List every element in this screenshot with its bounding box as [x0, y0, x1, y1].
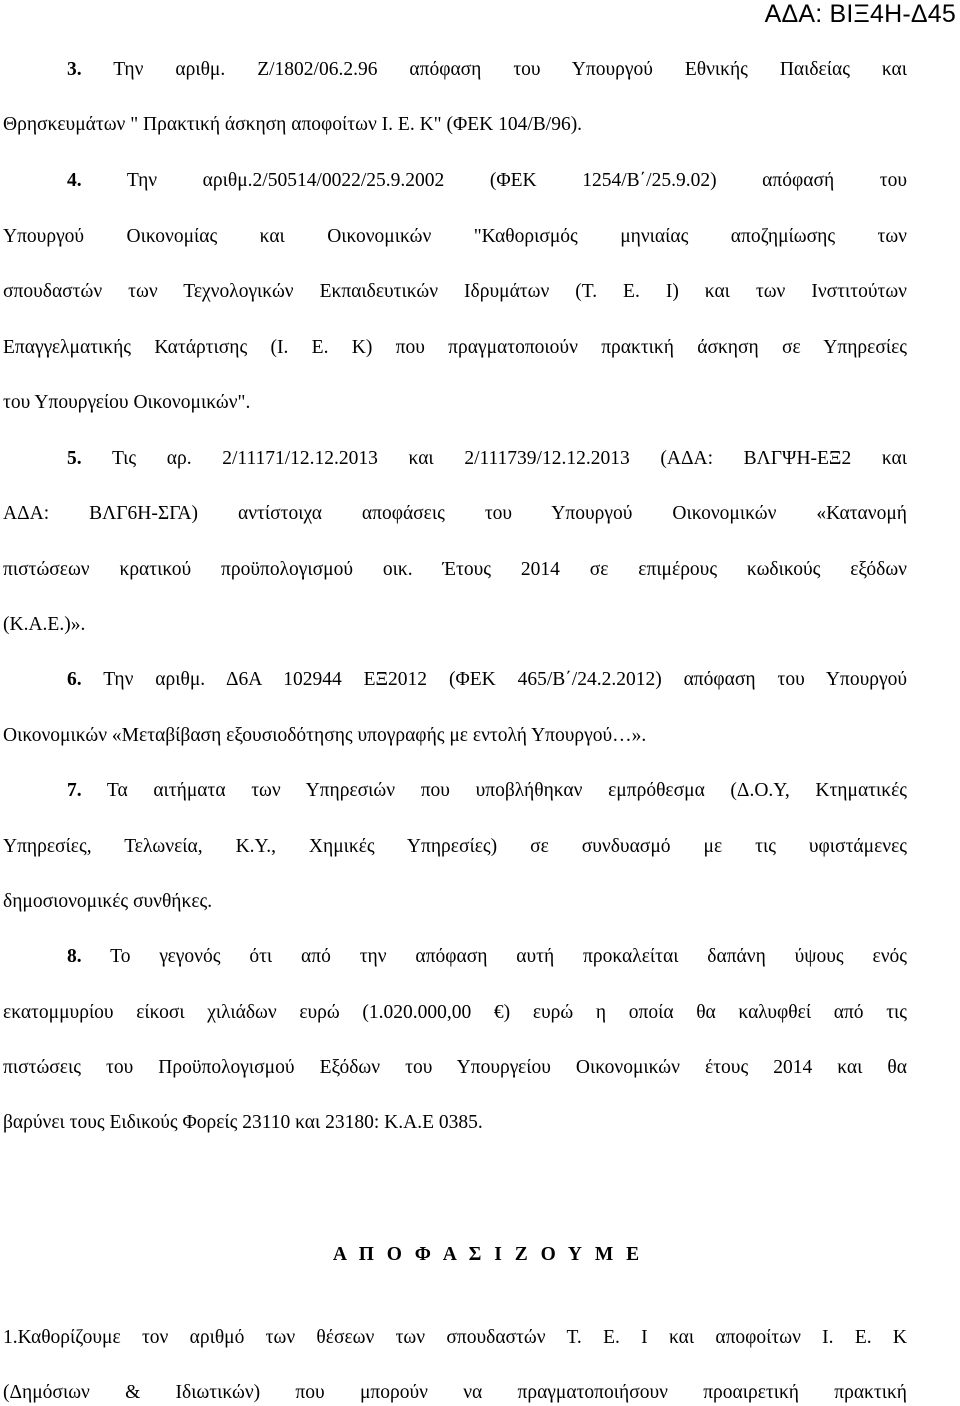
item-5-line-2: ΑΔΑ: ΒΛΓ6Η-ΣΓΑ) αντίστοιχα αποφάσεις του Υπουργού Οικονομικών «Κατανομή — [3, 503, 907, 524]
item-3-text-1: Την αριθμ. Ζ/1802/06.2.96 απόφαση του Υπουργού Εθνικής Παιδείας και — [113, 59, 907, 80]
item-6-text-1: Την αριθμ. Δ6Α 102944 ΕΞ2012 (ΦΕΚ 465/Β΄/24.2.2012) απόφαση του Υπουργού — [103, 669, 907, 690]
item-5-line-3: πιστώσεων κρατικού προϋπολογισμού οικ. Έτους 2014 σε επιμέρους κωδικούς εξόδων — [3, 559, 907, 580]
decision-heading: Α Π Ο Φ Α Σ Ι Ζ Ο Υ Μ Ε — [332, 1244, 644, 1265]
item-6-line-1 — [67, 667, 907, 693]
item-4-line-5: του Υπουργείου Οικονομικών". — [3, 392, 251, 413]
item-4-line-4: Επαγγελματικής Κατάρτισης (Ι. Ε. Κ) που πραγματοποιούν πρακτική άσκηση σε Υπηρεσίες — [3, 337, 907, 358]
item-4-line-2: Υπουργού Οικονομίας και Οικονομικών "Καθορισμός μηνιαίας αποζημίωσης των — [3, 226, 907, 247]
decision-line-2: (Δημόσιων & Ιδιωτικών) που μπορούν να πραγματοποιήσουν προαιρετική πρακτική — [3, 1382, 907, 1403]
item-7-line-3: δημοσιονομικές συνθήκες. — [3, 891, 213, 912]
item-5-text-1: Τις αρ. 2/11171/12.12.2013 και 2/111739/12.12.2013 (ΑΔΑ: ΒΛΓΨΗ-ΕΞ2 και — [111, 448, 907, 469]
item-8-line-4: βαρύνει τους Ειδικούς Φορείς 23110 και 23180: Κ.Α.Ε 0385. — [3, 1112, 483, 1133]
item-4-line-3: σπουδαστών των Τεχνολογικών Εκπαιδευτικών Ιδρυμάτων (Τ. Ε. Ι) και των Ινστιτούτων — [3, 281, 907, 302]
item-7-line-2: Υπηρεσίες, Τελωνεία, Κ.Υ., Χημικές Υπηρεσίες) σε συνδυασμό με τις υφιστάμενες — [3, 836, 907, 857]
item-4-text-1: Την αριθμ.2/50514/0022/25.9.2002 (ΦΕΚ 1254/Β΄/25.9.02) απόφασή του — [126, 170, 907, 191]
ada-code: ΑΔΑ: ΒΙΞ4Η-Δ45 — [764, 0, 956, 28]
item-7-text-1: Τα αιτήματα των Υπηρεσιών που υποβλήθηκαν εμπρόθεσμα (Δ.Ο.Υ, Κτηματικές — [106, 780, 907, 801]
decision-line-1: 1.Καθορίζουμε τον αριθμό των θέσεων των σπουδαστών Τ. Ε. Ι και αποφοίτων Ι. Ε. Κ — [3, 1327, 907, 1348]
item-4-number: 4. — [67, 170, 82, 191]
item-8-line-1 — [67, 944, 907, 970]
item-6-number: 6. — [67, 669, 82, 690]
item-7-number: 7. — [67, 780, 82, 801]
item-4-line-1 — [67, 168, 907, 194]
item-3-number: 3. — [67, 59, 82, 80]
item-6-line-2: Οικονομικών «Μεταβίβαση εξουσιοδότησης υπογραφής με εντολή Υπουργού…». — [3, 725, 647, 746]
item-3-line-1 — [67, 57, 907, 83]
item-5-line-4: (Κ.Α.Ε.)». — [3, 614, 86, 635]
item-5-number: 5. — [67, 448, 82, 469]
item-5-line-1 — [67, 446, 907, 472]
item-3-line-2: Θρησκευμάτων " Πρακτική άσκηση αποφοίτων Ι. Ε. Κ" (ΦΕΚ 104/Β/96). — [3, 114, 583, 135]
item-8-number: 8. — [67, 946, 82, 967]
item-7-line-1 — [67, 778, 907, 804]
item-8-text-1: Το γεγονός ότι από την απόφαση αυτή προκαλείται δαπάνη ύψους ενός — [110, 946, 907, 967]
item-8-line-3: πιστώσεις του Προϋπολογισμού Εξόδων του Υπουργείου Οικονομικών έτους 2014 και θα — [3, 1057, 907, 1078]
item-8-line-2: εκατομμυρίου είκοσι χιλιάδων ευρώ (1.020.000,00 €) ευρώ η οποία θα καλυφθεί από τις — [3, 1002, 907, 1023]
